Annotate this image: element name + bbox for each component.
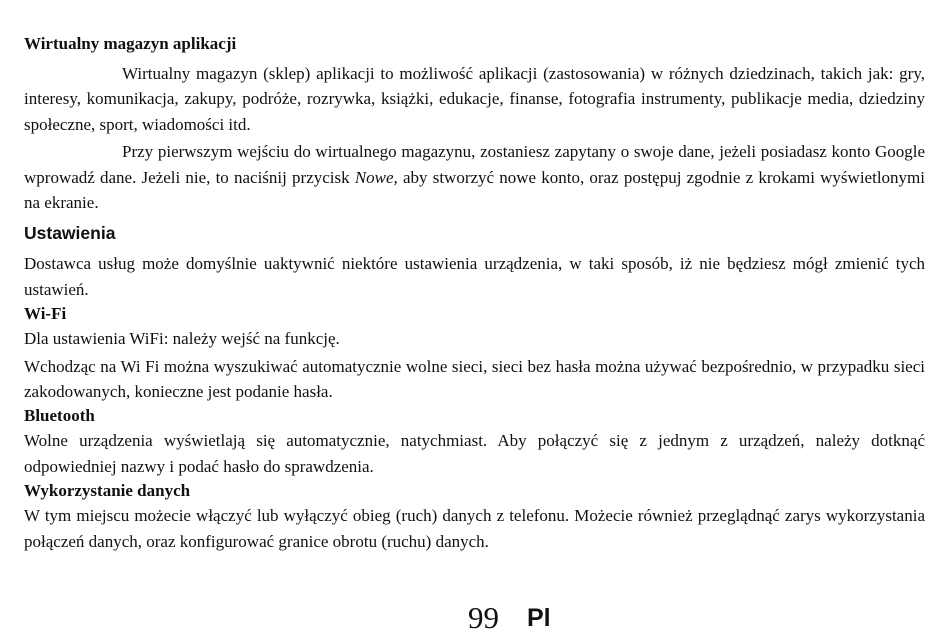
section-heading-data-usage: Wykorzystanie danych bbox=[24, 481, 191, 501]
section-heading-bluetooth: Bluetooth bbox=[24, 406, 95, 426]
wifi-paragraph-2: Wchodząc na Wi Fi można wyszukiwać automatycznie wolne sieci, sieci bez hasła można używać bezpośrednio, w przypadku sieci zakodowanych, konieczne jest podanie hasła. bbox=[24, 356, 925, 402]
new-button-reference: Nowe, bbox=[354, 167, 398, 187]
section-heading-settings: Ustawienia bbox=[24, 223, 116, 244]
document-page bbox=[24, 33, 925, 554]
app-store-paragraph-2 bbox=[24, 139, 925, 215]
language-code: Pl bbox=[527, 604, 551, 632]
app-store-paragraph-2-start: Przy pierwszym wejściu do wirtualnego magazynu, zostaniesz zapytany o swoje dane, jeżeli posiadasz konto Google wprowadź dane. Jeżeli nie, to naciśnij przycisk bbox=[24, 142, 925, 187]
page-number: 99 bbox=[468, 600, 499, 635]
bluetooth-paragraph: Wolne urządzenia wyświetlają się automatycznie, natychmiast. Aby połączyć się z jednym z urządzeń, należy dotknąć odpowiedniej nazwy i podać hasło do sprawdzenia. bbox=[24, 431, 925, 476]
data-usage-paragraph: W tym miejscu możecie włączyć lub wyłączyć obieg (ruch) danych z telefonu. Możecie również przeglądnąć zarys wykorzystania połączeń danych, oraz konfigurować granice obrotu (ruchu) danych. bbox=[24, 506, 925, 551]
section-heading-wifi: Wi-Fi bbox=[24, 304, 67, 324]
page-footer bbox=[0, 598, 950, 638]
settings-paragraph: Dostawca usług może domyślnie uaktywnić niektóre ustawienia urządzenia, w taki sposób, iż nie będziesz mógł zmienić tych ustawień. bbox=[24, 254, 925, 299]
section-heading-app-store: Wirtualny magazyn aplikacji bbox=[24, 34, 237, 53]
app-store-paragraph-2-end: aby stworzyć nowe konto, oraz postępuj zgodnie z krokami wyświetlonymi na ekranie. bbox=[24, 167, 925, 213]
wifi-paragraph-1: Dla ustawienia WiFi: należy wejść na funkcję. bbox=[24, 329, 340, 349]
app-store-paragraph-1: Wirtualny magazyn (sklep) aplikacji to możliwość aplikacji (zastosowania) w różnych dziedzinach, takich jak: gry, interesy, komunikacja, zakupy, podróże, rozrywka, książki, edukacje, finanse, fotografia instrumenty, publikacje media, dziedziny społeczne, sport, wiadomości itd. bbox=[24, 64, 925, 134]
